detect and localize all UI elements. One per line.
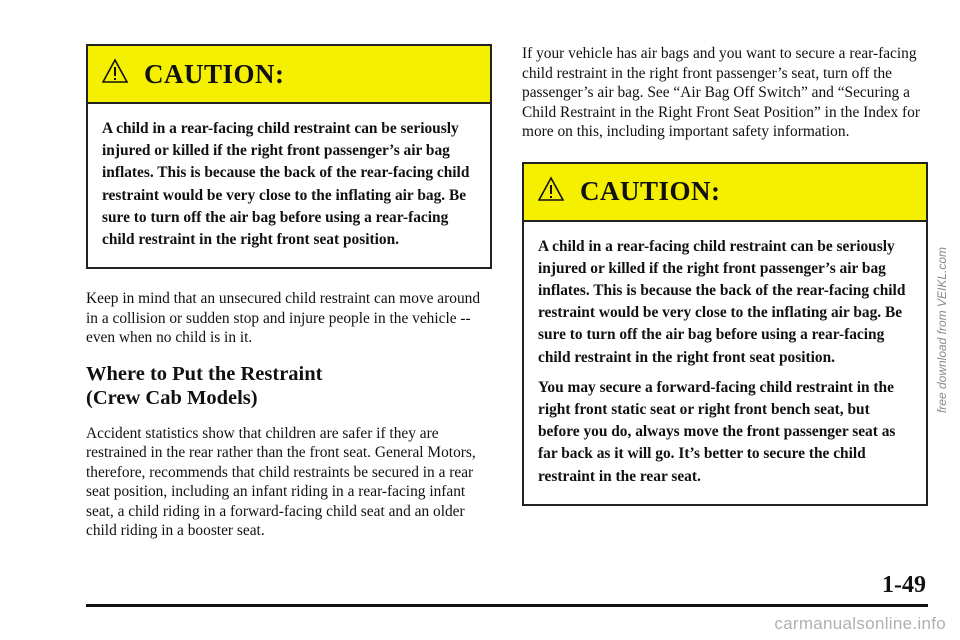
caution-title: CAUTION: (580, 176, 721, 206)
heading-line: Where to Put the Restraint (86, 362, 323, 385)
warning-triangle-icon (538, 176, 564, 202)
body-paragraph: If your vehicle has air bags and you want to secure a rear-facing child restraint in the right front passenger’s seat, turn off the passenger’s air bag. See “Air Bag Off Switch” and “Securing a Child Restraint in the Right Front Seat Position” in the Index for more on this, including important safety information. (522, 45, 920, 140)
caution-text: You may secure a forward-facing child restraint in the right front static seat or right front bench seat, but before you do, always move the front passenger seat as far back as it will go. It’s better to secure the child restraint in the rear seat. (538, 378, 896, 485)
right-column (522, 44, 928, 506)
footer-rule (86, 604, 928, 607)
body-paragraph: Accident statistics show that children are safer if they are restrained in the rear rather than the front seat. General Motors, therefore, recommends that child restraints be secured in a rear seat position, including an infant riding in a rear-facing infant seat, a child riding in a forward-facing child seat and an older child riding in a booster seat. (86, 424, 476, 540)
caution-body (524, 222, 926, 504)
caution-box-left (86, 44, 492, 269)
caution-text: A child in a rear-facing child restraint can be seriously injured or killed if the right front passenger’s air bag inflates. This is because the back of the rear-facing child restraint would be very close to the inflating air bag. Be sure to turn off the air bag before using a rear-facing child restraint in the right front seat position. (102, 120, 470, 249)
section-heading (86, 362, 492, 410)
caution-header (88, 46, 490, 104)
body-paragraph: Keep in mind that an unsecured child restraint can move around in a collision or sudden stop and injure people in the vehicle -- even when no child is in it. (86, 290, 481, 347)
caution-title: CAUTION: (144, 58, 285, 89)
heading-line: (Crew Cab Models) (86, 386, 258, 409)
caution-box-right (522, 162, 928, 506)
warning-triangle-icon (102, 58, 128, 84)
caution-header (524, 164, 926, 222)
side-watermark: free download from VEIKL.com (935, 246, 949, 414)
caution-body (88, 104, 490, 267)
page-number: 1-49 (882, 572, 926, 598)
caution-text: A child in a rear-facing child restraint can be seriously injured or killed if the right front passenger’s air bag inflates. This is because the back of the rear-facing child restraint would be very close to the inflating air bag. Be sure to turn off the air bag before using a rear-facing child restraint in the right front seat position. (538, 237, 906, 366)
bottom-watermark: carmanualsonline.info (774, 614, 946, 633)
left-column (86, 44, 492, 541)
